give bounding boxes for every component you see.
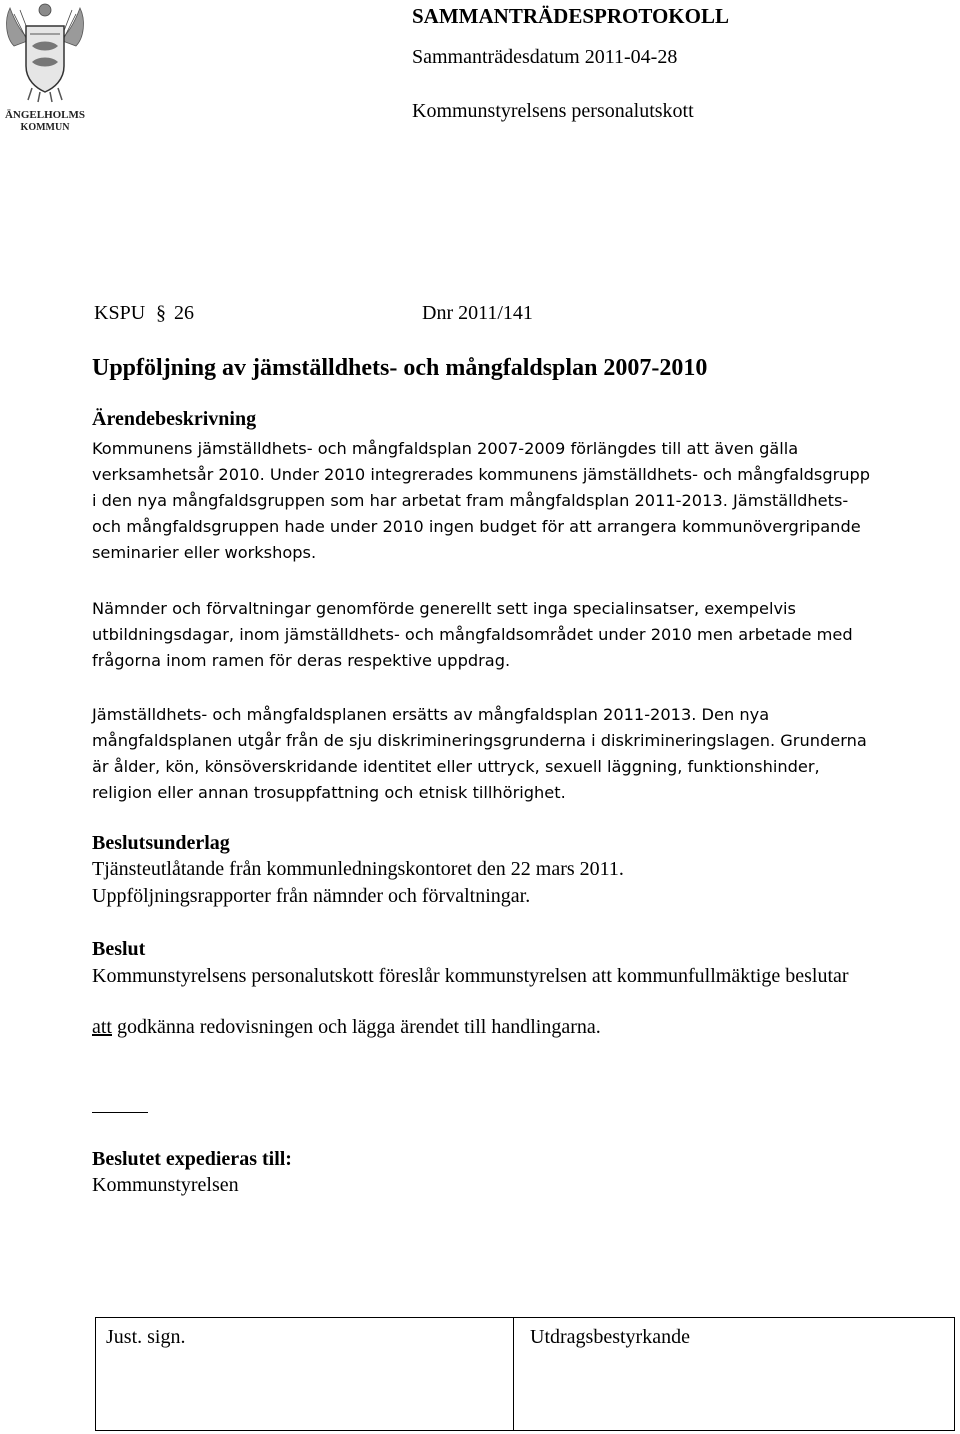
coat-of-arms-icon bbox=[2, 0, 88, 134]
section-prefix: KSPU bbox=[94, 302, 146, 324]
paragraph-line: och mångfaldsgruppen hade under 2010 ingen budget för att arrangera kommunövergripande bbox=[92, 517, 861, 536]
basis-item: Uppföljningsrapporter från nämnder och förvaltningar. bbox=[92, 885, 531, 907]
basis-item: Tjänsteutlåtande från kommunledningskontoret den 22 mars 2011. bbox=[92, 858, 624, 880]
description-paragraph-2 bbox=[92, 596, 952, 674]
diary-number: Dnr 2011/141 bbox=[422, 302, 533, 324]
decision-line bbox=[92, 1016, 601, 1039]
paragraph-line: mångfaldsplanen utgår från de sju diskrimineringsgrunderna i diskrimineringslagen. Grunderna bbox=[92, 731, 867, 750]
recipient: Kommunstyrelsen bbox=[92, 1174, 239, 1196]
decision-intro: Kommunstyrelsens personalutskott föreslår kommunstyrelsen att kommunfullmäktige beslutar bbox=[92, 965, 849, 987]
paragraph-line: Nämnder och förvaltningar genomförde generellt sett inga specialinsatser, exempelvis bbox=[92, 599, 796, 618]
meeting-date: Sammanträdesdatum 2011-04-28 bbox=[412, 46, 678, 68]
section-number: 26 bbox=[174, 302, 194, 324]
description-paragraph-1 bbox=[92, 436, 952, 566]
signature-box bbox=[95, 1317, 955, 1431]
utdragsbestyrkande-label: Utdragsbestyrkande bbox=[530, 1326, 690, 1348]
signature-divider bbox=[513, 1318, 514, 1430]
decision-text: godkänna redovisningen och lägga ärendet till handlingarna. bbox=[112, 1016, 601, 1038]
section-heading-arendebeskrivning: Ärendebeskrivning bbox=[92, 408, 257, 430]
paragraph-line: verksamhetsår 2010. Under 2010 integrerades kommunens jämställdhets- och mångfaldsgrupp bbox=[92, 465, 871, 484]
logo-text-1: ÄNGELHOLMS bbox=[4, 109, 86, 121]
paragraph-line: är ålder, kön, könsöverskridande identitet eller uttryck, sexuell läggning, funktionshinder, bbox=[92, 757, 820, 776]
paragraph-line: frågorna inom ramen för deras respektive uppdrag. bbox=[92, 651, 511, 670]
paragraph-line: seminarier eller workshops. bbox=[92, 543, 317, 562]
just-sign-label: Just. sign. bbox=[106, 1326, 186, 1348]
att-word: att bbox=[92, 1016, 112, 1038]
paragraph-line: Kommunens jämställdhets- och mångfaldsplan 2007-2009 förlängdes till att även gälla bbox=[92, 439, 799, 458]
description-paragraph-3 bbox=[92, 702, 952, 806]
section-heading-expedieras: Beslutet expedieras till: bbox=[92, 1148, 292, 1170]
paragraph-line: religion eller annan trosuppfattning och etnisk tillhörighet. bbox=[92, 783, 566, 802]
separator-rule bbox=[92, 1112, 148, 1113]
section-heading-beslutsunderlag: Beslutsunderlag bbox=[92, 832, 230, 854]
paragraph-line: Jämställdhets- och mångfaldsplanen ersätts av mångfaldsplan 2011-2013. Den nya bbox=[92, 705, 770, 724]
section-sign-icon: § bbox=[156, 302, 166, 324]
municipality-logo bbox=[2, 0, 88, 134]
case-title: Uppföljning av jämställdhets- och mångfaldsplan 2007-2010 bbox=[92, 355, 708, 381]
committee-name: Kommunstyrelsens personalutskott bbox=[412, 100, 694, 122]
paragraph-line: i den nya mångfaldsgruppen som har arbetat fram mångfaldsplan 2011-2013. Jämställdhets- bbox=[92, 491, 849, 510]
logo-text-2: KOMMUN bbox=[20, 122, 70, 133]
protocol-title: SAMMANTRÄDESPROTOKOLL bbox=[412, 4, 729, 28]
section-heading-beslut: Beslut bbox=[92, 938, 146, 960]
paragraph-line: utbildningsdagar, inom jämställdhets- och mångfaldsområdet under 2010 men arbetade med bbox=[92, 625, 853, 644]
